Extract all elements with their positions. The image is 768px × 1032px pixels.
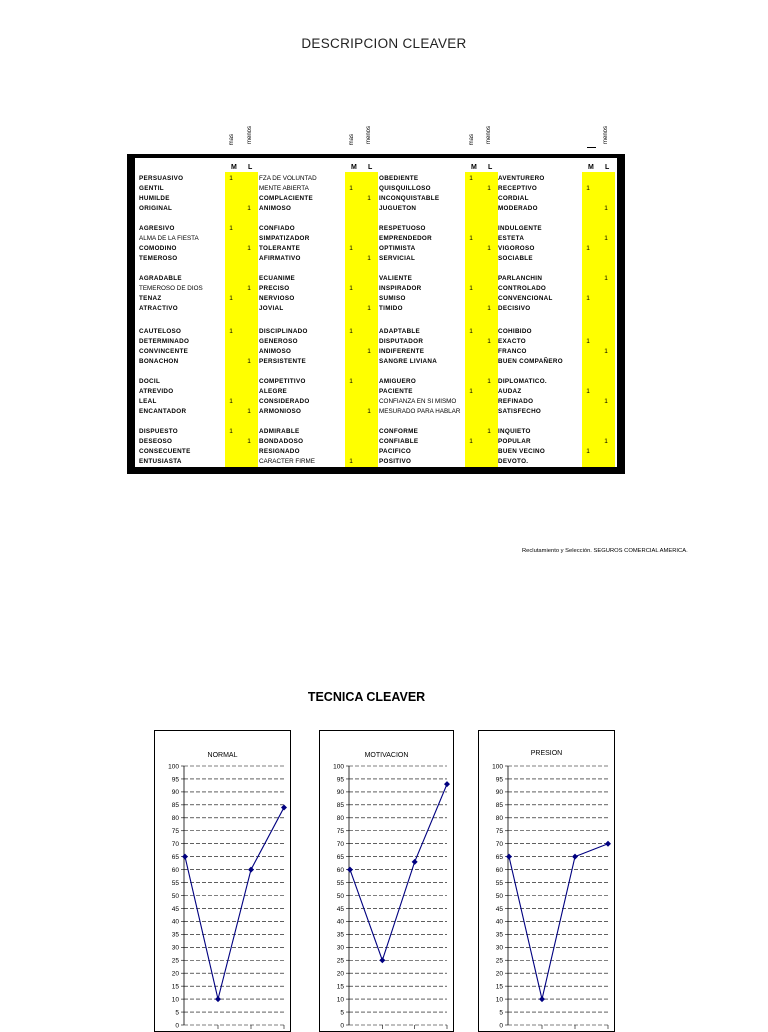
- word-cell: REFINADO: [498, 398, 534, 405]
- y-tick-label: 65: [495, 853, 503, 861]
- word-cell: GENEROSO: [259, 338, 298, 345]
- word-cell: MESURADO PARA HABLAR: [379, 408, 461, 415]
- word-cell: ANIMOSO: [259, 205, 292, 212]
- y-tick-label: 100: [492, 763, 503, 771]
- word-cell: CONFIANZA EN SI MISMO: [379, 398, 457, 405]
- y-tick-label: 85: [495, 802, 503, 810]
- data-point: [539, 996, 545, 1002]
- cleaver-table-body: [135, 158, 617, 467]
- y-tick-label: 20: [171, 970, 179, 978]
- word-cell: ALEGRE: [259, 388, 288, 395]
- word-cell: DOCIL: [139, 378, 161, 385]
- word-cell: EXACTO: [498, 338, 526, 345]
- word-cell: POPULAR: [498, 438, 531, 445]
- menos-value: 1: [367, 255, 371, 262]
- word-cell: CONFORME: [379, 428, 419, 435]
- y-tick-label: 5: [340, 1009, 344, 1017]
- word-cell: ESTETA: [498, 235, 525, 242]
- y-tick-label: 35: [171, 931, 179, 939]
- y-tick-label: 60: [495, 866, 503, 874]
- word-cell: CARACTER FIRME: [259, 458, 315, 465]
- y-tick-label: 30: [495, 944, 503, 952]
- word-cell: SATISFECHO: [498, 408, 542, 415]
- y-tick-label: 30: [171, 944, 179, 952]
- y-tick-label: 95: [171, 776, 179, 784]
- y-tick-label: 5: [175, 1009, 179, 1017]
- chart-title: NORMAL: [207, 752, 238, 759]
- y-tick-label: 55: [171, 879, 179, 887]
- word-cell: POSITIVO: [379, 458, 412, 465]
- header-m-2: M: [351, 164, 357, 171]
- y-tick-label: 45: [171, 905, 179, 913]
- menos-value: 1: [487, 378, 491, 385]
- section-subtitle: TECNICA CLEAVER: [307, 690, 426, 704]
- word-cell: HUMILDE: [139, 195, 170, 202]
- y-tick-label: 90: [495, 789, 503, 797]
- menos-value: 1: [487, 338, 491, 345]
- mas-value: 1: [586, 295, 590, 302]
- word-cell: RECEPTIVO: [498, 185, 538, 192]
- header-mas-1: mas: [229, 134, 235, 146]
- word-cell: INQUIETO: [498, 428, 531, 435]
- header-menos-2: menos: [366, 126, 372, 145]
- menos-value: 1: [367, 305, 371, 312]
- menos-value: 1: [247, 205, 251, 212]
- mas-value: 1: [229, 328, 233, 335]
- word-cell: DESEOSO: [139, 438, 173, 445]
- data-point: [182, 854, 188, 860]
- line-chart: [479, 731, 614, 1031]
- y-tick-label: 65: [336, 853, 344, 861]
- chart-title: MOTIVACION: [364, 752, 409, 759]
- y-tick-label: 80: [171, 815, 179, 823]
- word-cell: COMPETITIVO: [259, 378, 306, 385]
- word-cell: EMPRENDEDOR: [379, 235, 432, 242]
- y-tick-label: 85: [336, 802, 344, 810]
- word-cell: QUISQUILLOSO: [379, 185, 431, 192]
- menos-value: 1: [367, 408, 371, 415]
- y-tick-label: 60: [336, 866, 344, 874]
- y-tick-label: 5: [499, 1009, 503, 1017]
- y-tick-label: 100: [168, 763, 179, 771]
- menos-value: 1: [604, 275, 608, 282]
- y-tick-label: 95: [495, 776, 503, 784]
- y-tick-label: 95: [336, 776, 344, 784]
- word-cell: JUGUETON: [379, 205, 417, 212]
- column-band-4: [582, 172, 615, 467]
- mas-value: 1: [586, 338, 590, 345]
- column-band-1: [225, 172, 258, 467]
- mas-value: 1: [469, 438, 473, 445]
- y-tick-label: 40: [495, 918, 503, 926]
- word-cell: CONSIDERADO: [259, 398, 310, 405]
- y-tick-label: 0: [499, 1022, 503, 1030]
- column-band-2: [345, 172, 378, 467]
- word-cell: CONFIABLE: [379, 438, 419, 445]
- y-tick-label: 35: [336, 931, 344, 939]
- word-cell: SANGRE LIVIANA: [379, 358, 438, 365]
- data-point: [215, 996, 221, 1002]
- mas-value: 1: [349, 245, 353, 252]
- word-cell: OPTIMISTA: [379, 245, 416, 252]
- column-band-3: [465, 172, 498, 467]
- header-l-2: L: [368, 164, 373, 171]
- mas-value: 1: [349, 458, 353, 465]
- word-cell: JOVIAL: [259, 305, 284, 312]
- word-cell: COMODINO: [139, 245, 177, 252]
- word-cell: DEVOTO.: [498, 458, 529, 465]
- data-point: [248, 867, 254, 873]
- word-cell: BONACHON: [139, 358, 179, 365]
- word-cell: LEAL: [139, 398, 157, 405]
- y-tick-label: 25: [495, 957, 503, 965]
- word-cell: ADMIRABLE: [259, 428, 300, 435]
- word-cell: COHIBIDO: [498, 328, 532, 335]
- data-point: [412, 859, 418, 865]
- mas-value: 1: [229, 428, 233, 435]
- mas-value: 1: [229, 175, 233, 182]
- word-cell: FZA DE VOLUNTAD: [259, 175, 317, 182]
- data-point: [572, 854, 578, 860]
- word-cell: TEMEROSO: [139, 255, 178, 262]
- word-cell: TOLERANTE: [259, 245, 301, 252]
- menos-value: 1: [604, 348, 608, 355]
- data-point: [605, 841, 611, 847]
- y-tick-label: 0: [340, 1022, 344, 1030]
- word-cell: BUEN COMPAÑERO: [498, 358, 563, 365]
- chart-title: PRESION: [530, 750, 563, 757]
- word-cell: CONVINCENTE: [139, 348, 189, 355]
- word-cell: BONDADOSO: [259, 438, 304, 445]
- word-cell: CAUTELOSO: [139, 328, 182, 335]
- menos-value: 1: [367, 195, 371, 202]
- word-cell: SUMISO: [379, 295, 406, 302]
- y-tick-label: 10: [336, 996, 344, 1004]
- word-cell: PACIENTE: [379, 388, 413, 395]
- header-mas-dash: [587, 147, 596, 148]
- y-tick-label: 65: [171, 853, 179, 861]
- line-chart: [155, 731, 290, 1031]
- data-point: [379, 957, 385, 963]
- word-cell: GENTIL: [139, 185, 164, 192]
- y-tick-label: 75: [171, 828, 179, 836]
- mas-value: 1: [349, 328, 353, 335]
- word-cell: ALMA DE LA FIESTA: [139, 235, 199, 242]
- word-cell: INDIFERENTE: [379, 348, 425, 355]
- word-cell: TENAZ: [139, 295, 162, 302]
- y-tick-label: 70: [171, 841, 179, 848]
- mas-value: 1: [469, 235, 473, 242]
- page-title: DESCRIPCION CLEAVER: [301, 36, 467, 51]
- menos-value: 1: [247, 358, 251, 365]
- header-l-1: L: [248, 164, 253, 171]
- header-menos-4: menos: [603, 126, 609, 145]
- series-line: [185, 807, 284, 999]
- y-tick-label: 20: [336, 970, 344, 978]
- word-cell: COMPLACIENTE: [259, 195, 313, 202]
- footnote: Reclutamiento y Selección. SEGUROS COMERCIAL AMERICA.: [522, 548, 688, 554]
- y-tick-label: 55: [336, 879, 344, 887]
- mas-value: 1: [469, 388, 473, 395]
- y-tick-label: 90: [336, 789, 344, 797]
- word-cell: VALIENTE: [379, 275, 413, 282]
- menos-value: 1: [487, 305, 491, 312]
- mas-value: 1: [229, 225, 233, 232]
- chart-motivacion: [319, 730, 454, 1032]
- word-cell: PERSUASIVO: [139, 175, 184, 182]
- header-mas-2: mas: [349, 134, 355, 146]
- header-menos-1: menos: [247, 126, 253, 145]
- y-tick-label: 85: [171, 802, 179, 810]
- y-tick-label: 10: [495, 996, 503, 1004]
- y-tick-label: 0: [175, 1022, 179, 1030]
- word-cell: TIMIDO: [379, 305, 403, 312]
- word-cell: ATREVIDO: [139, 388, 174, 395]
- header-m-4: M: [588, 164, 594, 171]
- menos-value: 1: [247, 285, 251, 292]
- y-tick-label: 55: [495, 879, 503, 887]
- word-cell: ENTUSIASTA: [139, 458, 182, 465]
- word-cell: AUDAZ: [498, 388, 522, 395]
- word-cell: DECISIVO: [498, 305, 531, 312]
- word-cell: FRANCO: [498, 348, 527, 355]
- mas-value: 1: [586, 448, 590, 455]
- header-l-4: L: [605, 164, 610, 171]
- y-tick-label: 70: [336, 841, 344, 848]
- word-cell: OBEDIENTE: [379, 175, 419, 182]
- series-line: [350, 784, 447, 960]
- mas-value: 1: [349, 185, 353, 192]
- word-cell: INCONQUISTABLE: [379, 195, 440, 202]
- y-tick-label: 50: [171, 892, 179, 900]
- y-tick-label: 50: [336, 892, 344, 900]
- mas-value: 1: [349, 378, 353, 385]
- y-tick-label: 75: [495, 828, 503, 836]
- word-cell: AMIGUERO: [379, 378, 417, 385]
- y-tick-label: 80: [336, 815, 344, 823]
- menos-value: 1: [247, 245, 251, 252]
- y-tick-label: 50: [495, 892, 503, 900]
- y-tick-label: 20: [495, 970, 503, 978]
- word-cell: ATRACTIVO: [139, 305, 178, 312]
- y-tick-label: 100: [333, 763, 344, 771]
- menos-value: 1: [604, 205, 608, 212]
- y-tick-label: 70: [495, 841, 503, 848]
- word-cell: AFIRMATIVO: [259, 255, 301, 262]
- word-cell: RESPETUOSO: [379, 225, 426, 232]
- word-cell: PARLANCHIN: [498, 275, 543, 282]
- word-cell: PRECISO: [259, 285, 290, 292]
- y-tick-label: 75: [336, 828, 344, 836]
- word-cell: AVENTURERO: [498, 175, 545, 182]
- y-tick-label: 35: [495, 931, 503, 939]
- word-cell: CONVENCIONAL: [498, 295, 553, 302]
- line-chart: [320, 731, 453, 1031]
- mas-value: 1: [586, 185, 590, 192]
- menos-value: 1: [604, 398, 608, 405]
- y-tick-label: 40: [336, 918, 344, 926]
- word-cell: ADAPTABLE: [379, 328, 421, 335]
- mas-value: 1: [469, 328, 473, 335]
- y-tick-label: 60: [171, 866, 179, 874]
- mas-value: 1: [586, 388, 590, 395]
- word-cell: CORDIAL: [498, 195, 529, 202]
- menos-value: 1: [487, 428, 491, 435]
- word-cell: ECUANIME: [259, 275, 295, 282]
- cleaver-table: [127, 154, 625, 474]
- menos-value: 1: [247, 408, 251, 415]
- data-point: [444, 781, 450, 787]
- mas-value: 1: [469, 175, 473, 182]
- menos-value: 1: [367, 348, 371, 355]
- word-cell: PACIFICO: [379, 448, 412, 455]
- word-cell: BUEN VECINO: [498, 448, 546, 455]
- menos-value: 1: [604, 438, 608, 445]
- y-tick-label: 90: [171, 789, 179, 797]
- menos-value: 1: [247, 438, 251, 445]
- header-m-3: M: [471, 164, 477, 171]
- word-cell: SIMPATIZADOR: [259, 235, 310, 242]
- word-cell: CONSECUENTE: [139, 448, 191, 455]
- word-cell: INDULGENTE: [498, 225, 542, 232]
- y-tick-label: 10: [171, 996, 179, 1004]
- mas-value: 1: [469, 285, 473, 292]
- y-tick-label: 15: [171, 983, 179, 991]
- mas-value: 1: [349, 285, 353, 292]
- chart-normal: [154, 730, 291, 1032]
- mas-value: 1: [586, 245, 590, 252]
- data-point: [347, 867, 353, 873]
- word-cell: NERVIOSO: [259, 295, 295, 302]
- word-cell: PERSISTENTE: [259, 358, 307, 365]
- word-cell: ANIMOSO: [259, 348, 292, 355]
- word-cell: MENTE ABIERTA: [259, 185, 309, 192]
- word-cell: SOCIABLE: [498, 255, 533, 262]
- word-cell: ENCANTADOR: [139, 408, 187, 415]
- y-tick-label: 40: [171, 918, 179, 926]
- word-cell: AGRADABLE: [139, 275, 182, 282]
- word-cell: DIPLOMATICO.: [498, 378, 547, 385]
- y-tick-label: 25: [171, 957, 179, 965]
- data-point: [281, 804, 287, 810]
- word-cell: VIGOROSO: [498, 245, 535, 252]
- y-tick-label: 15: [336, 983, 344, 991]
- data-point: [506, 854, 512, 860]
- mas-value: 1: [229, 398, 233, 405]
- word-cell: DISCIPLINADO: [259, 328, 308, 335]
- menos-value: 1: [487, 245, 491, 252]
- word-cell: DISPUESTO: [139, 428, 178, 435]
- word-cell: CONTROLADO: [498, 285, 547, 292]
- chart-presion: [478, 730, 615, 1032]
- header-m-1: M: [231, 164, 237, 171]
- menos-value: 1: [487, 185, 491, 192]
- word-cell: MODERADO: [498, 205, 538, 212]
- word-cell: SERVICIAL: [379, 255, 416, 262]
- y-tick-label: 30: [336, 944, 344, 952]
- y-tick-label: 80: [495, 815, 503, 823]
- y-tick-label: 25: [336, 957, 344, 965]
- word-cell: ORIGINAL: [139, 205, 173, 212]
- header-menos-3: menos: [486, 126, 492, 145]
- word-cell: DETERMINADO: [139, 338, 190, 345]
- mas-value: 1: [229, 295, 233, 302]
- word-cell: DISPUTADOR: [379, 338, 424, 345]
- header-l-3: L: [488, 164, 493, 171]
- menos-value: 1: [604, 235, 608, 242]
- word-cell: ARMONIOSO: [259, 408, 302, 415]
- y-tick-label: 45: [336, 905, 344, 913]
- word-cell: RESIGNADO: [259, 448, 300, 455]
- word-cell: CONFIADO: [259, 225, 295, 232]
- word-cell: TEMEROSO DE DIOS: [139, 285, 203, 292]
- header-mas-3: mas: [469, 134, 475, 146]
- word-cell: INSPIRADOR: [379, 285, 422, 292]
- y-tick-label: 45: [495, 905, 503, 913]
- word-cell: AGRESIVO: [139, 225, 175, 232]
- y-tick-label: 15: [495, 983, 503, 991]
